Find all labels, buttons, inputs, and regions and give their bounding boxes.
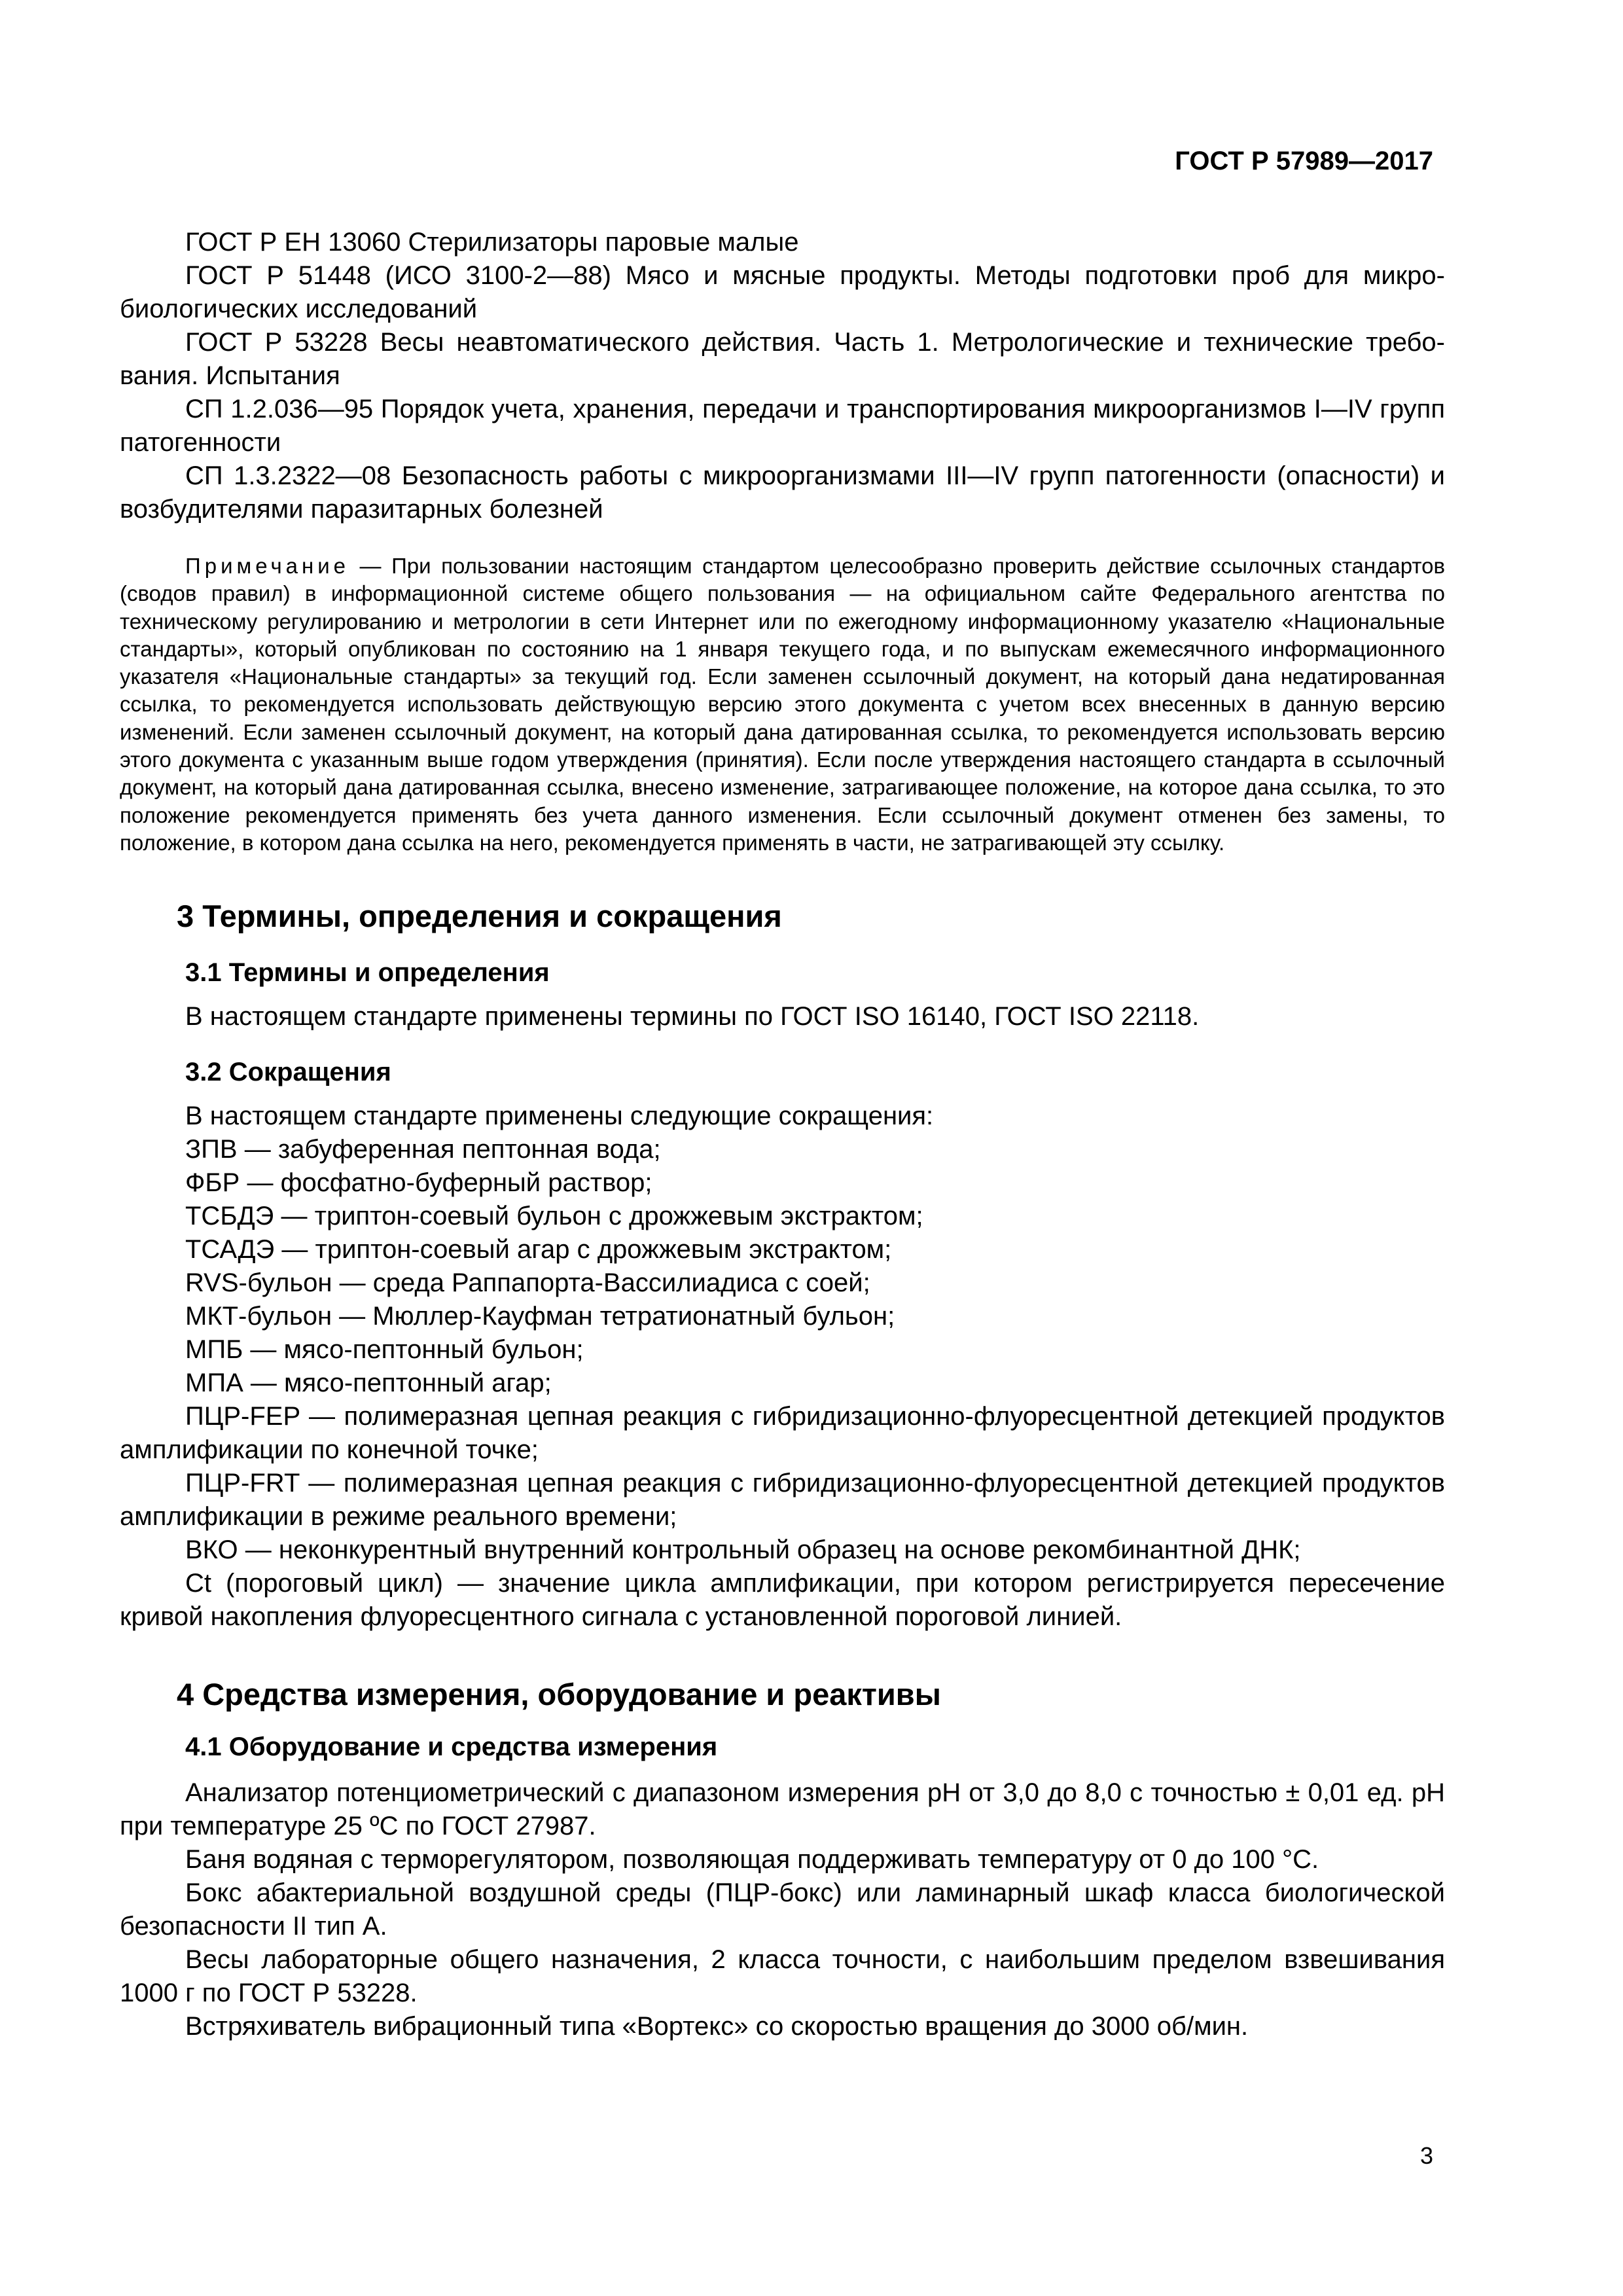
equipment-item: Бокс абактериальной воздушной среды (ПЦР-бокс) или ламинарный шкаф класса биологической безопасности II тип А. [120,1878,1445,1941]
abbreviation-item: ВКО — неконкурентный внутренний контрольный образец на основе рекомбинантной ДНК; [185,1535,1301,1565]
equipment-item: Анализатор потенциометрический с диапазоном измерения pH от 3,0 до 8,0 с точностью ± 0,01 ед. pH при температуре 25 ºС по ГОСТ 27987. [120,1778,1445,1841]
abbreviations-list [120,1133,1445,1634]
abbreviation-item: Ct (пороговый цикл) — значение цикла амплификации, при котором регистрируется пересечение кривой накопления флуоресцентного сигнала с установленной пороговой линией. [120,1569,1445,1632]
note-text: — При пользовании настоящим стандартом целесообразно проверить действие ссылочных стандартов (сводов правил) в информационной системе общего пользования — на официальном сайте Федерального агентства по техническому регулированию и метрологии в сети Интернет или по ежегодному информационному указателю «Национальные стандарты», который опубликован по состоянию на 1 января текущего года, и по выпускам ежемесячного информационного указателя «Национальные стандарты» за текущий год. Если заменен ссылочный документ, на который дана недатированная ссылка, то рекомендуется использовать действующую версию этого документа с учетом всех внесенных в данную версию изменений. Если заменен ссылочный документ, на который дана датированная ссылка, то рекомендуется использовать версию этого документа с указанным выше годом утверждения (принятия). Если после утверждения настоящего стандарта в ссылочный документ, на который дана датированная ссылка, внесено изменение, затрагивающее положение, на которое дана ссылка, то это положение рекомендуется применять без учета данного изменения. Если ссылочный документ отменен без замены, то положение, в котором дана ссылка на него, рекомендуется применять в части, не затрагивающей эту ссылку. [120,554,1445,855]
section-3-heading: 3 Термины, определения и сокращения [177,899,782,934]
reference-item: СП 1.3.2322—08 Безопасность работы с микроорганизмами III—IV групп патогенности (опасности) и возбудителями паразитарных болезней [120,461,1445,524]
equipment-item: Встряхиватель вибрационный типа «Вортекс» со скоростью вращения до 3000 об/мин. [185,2012,1249,2041]
note-label: Примечание [185,554,350,578]
abbreviation-item: ПЦР-FRT — полимеразная цепная реакция с гибридизационно-флуоресцентной детекцией продуктов амплификации в режиме реального времени; [120,1469,1445,1532]
abbreviation-item: RVS-бульон — среда Раппапорта-Вассилиадиса с соей; [185,1268,870,1298]
abbreviation-item: МПБ — мясо-пептонный бульон; [185,1335,584,1365]
abbreviation-item: ТСАДЭ — триптон-соевый агар с дрожжевым экстрактом; [185,1235,892,1265]
abbreviation-item: ЗПВ — забуференная пептонная вода; [185,1135,661,1164]
abbreviation-item: МКТ-бульон — Мюллер-Кауфман тетратионатный бульон; [185,1302,895,1331]
reference-item: ГОСТ Р 51448 (ИСО 3100-2—88) Мясо и мясные продукты. Методы подготовки проб для микробиологических исследований [120,261,1445,323]
abbreviation-item: ФБР — фосфатно-буферный раствор; [185,1168,652,1198]
page-body [120,226,1445,2043]
subsection-3-2-heading: 3.2 Сокращения [185,1058,391,1087]
abbreviation-item: ТСБДЭ — триптон-соевый бульон с дрожжевым экстрактом; [185,1202,923,1231]
reference-item: ГОСТ Р 53228 Весы неавтоматического действия. Часть 1. Метрологические и технические требования. Испытания [120,328,1445,390]
subsection-4-1-heading: 4.1 Оборудование и средства измерения [185,1732,718,1762]
equipment-list [120,1776,1445,2043]
document-code-header: ГОСТ Р 57989—2017 [1175,147,1433,175]
normative-references-list [120,226,1445,526]
equipment-item: Весы лабораторные общего назначения, 2 класса точности, с наибольшим пределом взвешивания 1000 г по ГОСТ Р 53228. [120,1945,1445,2008]
subsection-3-1-text: В настоящем стандарте применены термины по ГОСТ ISO 16140, ГОСТ ISO 22118. [185,1002,1200,1031]
abbreviation-item: МПА — мясо-пептонный агар; [185,1369,552,1398]
reference-item: ГОСТ Р ЕН 13060 Стерилизаторы паровые малые [185,228,799,257]
reference-item: СП 1.2.036—95 Порядок учета, хранения, передачи и транспортирования микроорганизмов I—IV групп патогенности [120,395,1445,457]
note-paragraph [120,552,1445,857]
page-number: 3 [1419,2142,1433,2169]
section-4-heading: 4 Средства измерения, оборудование и реактивы [177,1677,941,1712]
equipment-item: Баня водяная с терморегулятором, позволяющая поддерживать температуру от 0 до 100 °С. [185,1845,1319,1874]
abbreviation-item: ПЦР-FEP — полимеразная цепная реакция с гибридизационно-флуоресцентной детекцией продуктов амплификации по конечной точке; [120,1402,1445,1465]
subsection-3-2-intro: В настоящем стандарте применены следующие сокращения: [185,1102,934,1131]
subsection-3-1-heading: 3.1 Термины и определения [185,958,550,988]
